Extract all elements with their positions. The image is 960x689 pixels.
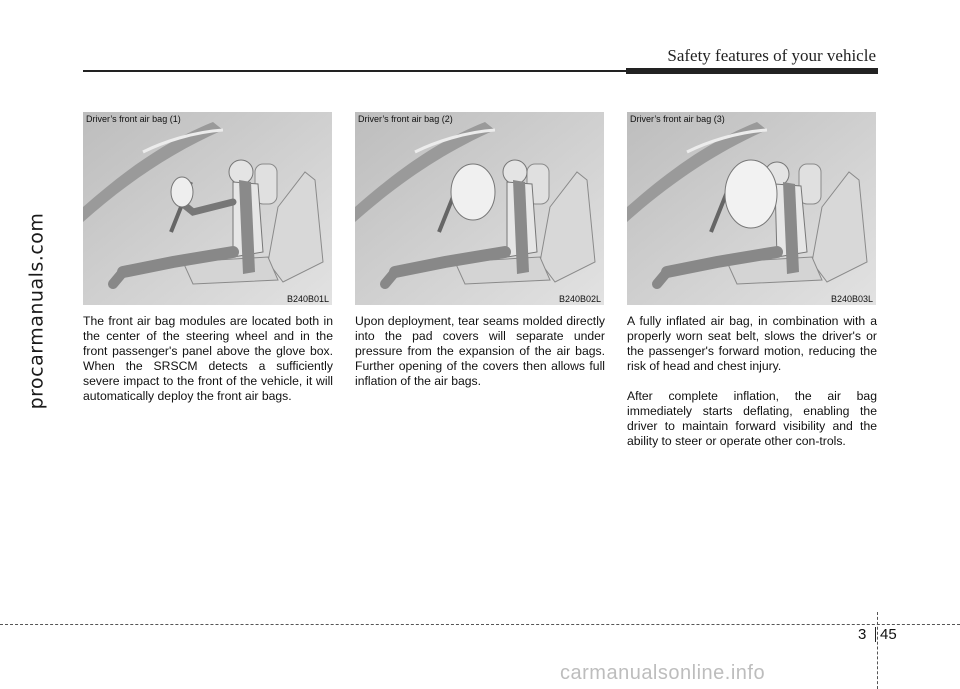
paragraph: Upon deployment, tear seams molded directly into the pad covers will separate under pressure from the expansion of the air bags. Further opening of the covers then allows full inflation of the air bags. [355,314,605,388]
figure-code: B240B01L [286,294,329,304]
bottom-watermark: carmanualsonline.info [560,662,766,684]
figure-caption: Driver’s front air bag (1) [86,114,181,124]
text-column-1 [83,314,333,419]
figure-code: B240B02L [558,294,601,304]
paragraph: After complete inflation, the air bag immediately starts deflating, enabling the driver to maintain forward visibility and the ability to steer or operate other con-trols. [627,389,877,448]
figure-caption: Driver’s front air bag (3) [630,114,725,124]
figure-airbag-3 [627,112,876,305]
footer-rule [0,624,960,625]
airbag-illustration-1 [83,112,332,305]
chapter-number: 3 [858,626,867,643]
page-divider [875,627,876,642]
figure-code: B240B03L [830,294,873,304]
page-number: 45 [880,626,897,643]
paragraph: The front air bag modules are located both in the center of the steering wheel and in the front passenger's panel above the glove box. When the SRSCM detects a sufficiently severe impact to the front of the vehicle, it will automatically deploy the front air bags. [83,314,333,403]
section-title: Safety features of your vehicle [667,46,876,65]
side-watermark: procarmanuals.com [25,212,48,410]
airbag-illustration-2 [355,112,604,305]
footer-vertical-rule [877,612,878,689]
text-column-2 [355,314,605,404]
figure-caption: Driver’s front air bag (2) [358,114,453,124]
header-accent-bar [626,68,878,74]
paragraph: A fully inflated air bag, in combination with a properly worn seat belt, slows the driver's or the passenger's forward motion, reducing the risk of head and chest injury. [627,314,877,373]
text-column-3 [627,314,877,464]
airbag-illustration-3 [627,112,876,305]
figure-airbag-2 [355,112,604,305]
figure-airbag-1 [83,112,332,305]
